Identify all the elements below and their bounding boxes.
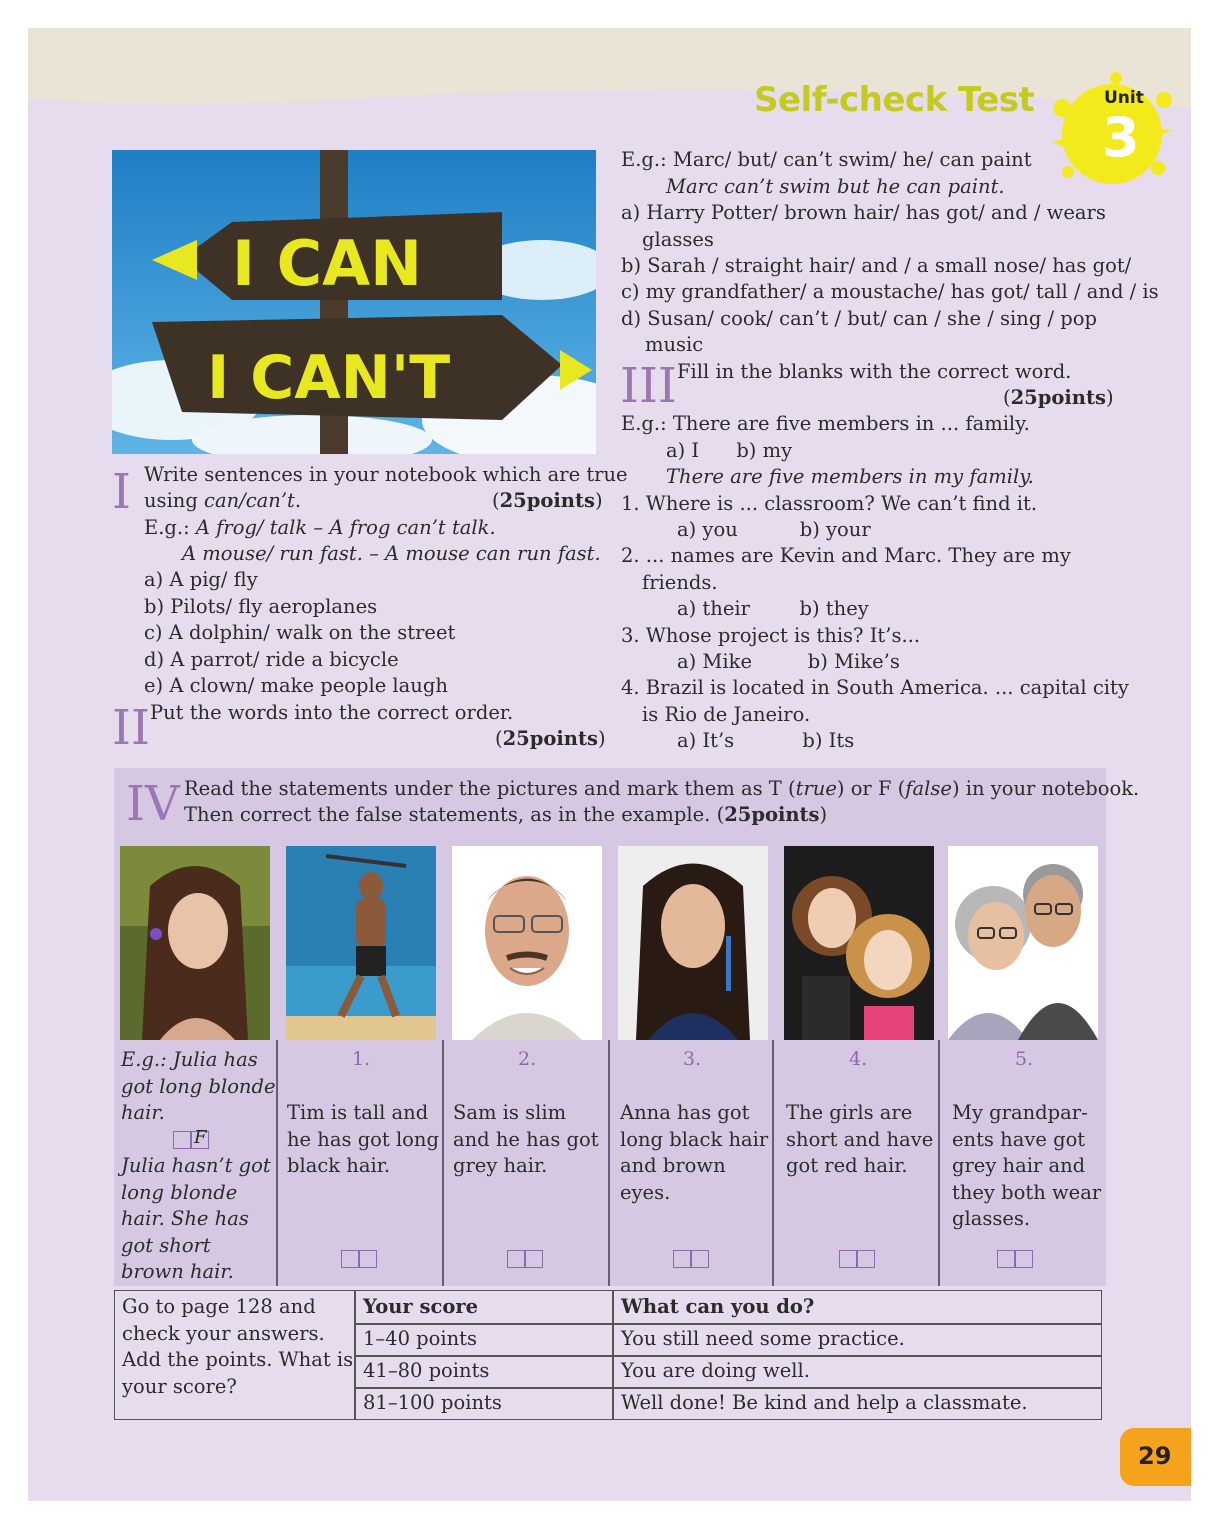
table-divider: [354, 1355, 1101, 1357]
section-1-item: d) A parrot/ ride a bicycle: [144, 648, 399, 671]
example-text: A frog/ talk – A frog can’t talk.: [195, 516, 496, 539]
section-4-numeral: IV: [126, 776, 180, 832]
example-correction: [121, 1153, 271, 1286]
section-3-question-2: 2. ... names are Kevin and Marc. They are my: [621, 544, 1071, 567]
column-divider: [608, 1040, 610, 1286]
score-feedback: You still need some practice.: [621, 1327, 905, 1350]
item-5-statement: [952, 1100, 1101, 1233]
item-3-statement: [620, 1100, 768, 1206]
example-statement: [121, 1047, 276, 1127]
section-3-options-2: a) their b) they: [677, 597, 869, 620]
tf-answer-box[interactable]: [507, 1250, 543, 1268]
instruction-emphasis: can/can’t: [204, 489, 295, 512]
section-3-example: E.g.: There are five members in ... family.: [621, 412, 1030, 435]
statement-line: The girls are: [786, 1101, 913, 1124]
page-title: Self-check Test: [754, 80, 1035, 120]
section-1-numeral: I: [112, 464, 131, 520]
statement-line: glasses.: [952, 1207, 1031, 1230]
points-value: 25points: [499, 489, 595, 512]
statement-line: Tim is tall and: [287, 1101, 429, 1124]
points-paren: (: [495, 727, 503, 750]
tf-answer-box[interactable]: [341, 1250, 377, 1268]
statement-line: and he has got: [453, 1127, 599, 1151]
points-paren: (: [1003, 386, 1011, 409]
item-number: 1.: [352, 1048, 371, 1070]
section-1-item: b) Pilots/ fly aeroplanes: [144, 595, 378, 618]
correction-line: got short: [121, 1233, 211, 1257]
instruction-text: ) or F (: [836, 777, 906, 800]
item-number: 3.: [683, 1048, 702, 1070]
instruction-text: using: [144, 489, 205, 512]
item-4-statement: [786, 1100, 933, 1180]
section-2-item-cont: music: [645, 333, 704, 356]
section-1-instruction-line2: [144, 488, 301, 515]
section-3-options-3: a) Mike b) Mike’s: [677, 650, 900, 673]
unit-number: 3: [1102, 106, 1140, 169]
example-line: got long blonde: [121, 1074, 276, 1098]
section-3-options-1: a) you b) your: [677, 518, 871, 541]
section-4-instruction-line1: [184, 776, 1139, 803]
correction-line: brown hair.: [121, 1260, 234, 1283]
page: [28, 28, 1191, 1501]
table-divider: [354, 1387, 1101, 1389]
example-label: E.g.:: [144, 516, 196, 539]
points-paren: ): [594, 489, 603, 512]
score-table: [114, 1290, 1102, 1420]
points-value: 25points: [1010, 386, 1106, 409]
section-1-example-2: A mouse/ run fast. – A mouse can run fast.: [182, 542, 601, 565]
sign-i-can-text: I CAN: [232, 227, 423, 300]
section-2-item: a) Harry Potter/ brown hair/ has got/ and / wears: [621, 201, 1106, 224]
statement-line: eyes.: [620, 1180, 671, 1204]
grandparents-photo: [948, 846, 1098, 1040]
instruction-text: ) in your notebook.: [951, 777, 1140, 800]
section-3-options-4: a) It’s b) Its: [677, 729, 855, 752]
section-3-instruction: Fill in the blanks with the correct word.: [677, 360, 1072, 383]
statement-line: Anna has got: [620, 1101, 750, 1124]
section-1-item: c) A dolphin/ walk on the street: [144, 621, 456, 644]
section-2-numeral: II: [112, 700, 150, 756]
statement-line: got red hair.: [786, 1154, 908, 1177]
unit-label: Unit: [1104, 88, 1144, 108]
score-feedback: Well done! Be kind and help a classmate.: [621, 1391, 1028, 1414]
points-value: 25points: [502, 727, 598, 750]
statement-line: and brown: [620, 1154, 726, 1177]
points-paren: ): [597, 727, 606, 750]
column-divider: [772, 1040, 774, 1286]
section-3-question-4-cont: is Rio de Janeiro.: [642, 703, 811, 726]
instruction-text: Read the statements under the pictures and mark them as T (: [184, 777, 796, 800]
section-2-item: b) Sarah / straight hair/ and / a small nose/ has got/: [621, 254, 1132, 277]
section-2-instruction: Put the words into the correct order.: [150, 701, 514, 724]
column-divider: [276, 1040, 278, 1286]
julia-photo: [120, 846, 270, 1040]
statement-line: ents have got: [952, 1127, 1086, 1151]
points-paren: ): [1105, 386, 1114, 409]
points-paren: (: [492, 489, 500, 512]
section-2-example: E.g.: Marc/ but/ can’t swim/ he/ can paint: [621, 148, 1032, 171]
instruction-emphasis: true: [795, 777, 837, 800]
tf-answer-box[interactable]: [673, 1250, 709, 1268]
intro-line: your score?: [122, 1374, 237, 1398]
section-3-question-4: 4. Brazil is located in South America. ... capital city: [621, 676, 1129, 699]
statement-line: he has got long: [287, 1127, 439, 1151]
correction-line: Julia hasn’t got: [121, 1154, 271, 1177]
section-4-instruction-line2: [184, 802, 827, 829]
section-1-instruction-line1: Write sentences in your notebook which are true: [144, 463, 628, 486]
correction-line: long blonde: [121, 1180, 238, 1204]
statement-line: short and have: [786, 1127, 934, 1151]
intro-line: Go to page 128 and: [122, 1295, 316, 1318]
points-value: 25points: [724, 803, 820, 826]
unit-badge: [1046, 68, 1176, 208]
anna-photo: [618, 846, 768, 1040]
section-1-points: [492, 488, 603, 515]
score-range: 1–40 points: [363, 1327, 478, 1350]
tim-kitesurf-photo: [286, 846, 436, 1040]
statement-line: black hair.: [287, 1154, 391, 1177]
item-number: 2.: [518, 1048, 537, 1070]
section-2-example-answer: Marc can’t swim but he can paint.: [666, 175, 1005, 198]
section-3-points: [1003, 385, 1114, 412]
i-can-signpost-image: [112, 150, 596, 454]
sam-photo: [452, 846, 602, 1040]
section-2-item: d) Susan/ cook/ can’t / but/ can / she / sing / pop: [621, 307, 1098, 330]
score-feedback: You are doing well.: [621, 1359, 810, 1382]
statement-line: grey hair and: [952, 1154, 1086, 1177]
section-3-example-answer: There are five members in my family.: [666, 465, 1034, 488]
tf-answer-box[interactable]: [839, 1250, 875, 1268]
item-2-statement: [453, 1100, 599, 1180]
column-divider: [938, 1040, 940, 1286]
statement-line: grey hair.: [453, 1154, 548, 1177]
score-intro: [122, 1294, 353, 1400]
intro-line: Add the points. What is: [122, 1348, 354, 1371]
score-range: 81–100 points: [363, 1391, 502, 1414]
header-what-can-you-do: What can you do?: [621, 1295, 815, 1318]
section-1-item: a) A pig/ fly: [144, 568, 258, 591]
section-3-question-3: 3. Whose project is this? It’s...: [621, 624, 921, 647]
statement-line: My grandpar-: [952, 1101, 1088, 1124]
instruction-text: .: [294, 489, 302, 512]
example-tf-box: [173, 1127, 209, 1149]
section-3-numeral: III: [620, 358, 677, 414]
tf-answer-box[interactable]: [997, 1250, 1033, 1268]
section-3-question-1: 1. Where is ... classroom? We can’t find it.: [621, 492, 1038, 515]
item-number: 5.: [1015, 1048, 1034, 1070]
item-1-statement: [287, 1100, 439, 1180]
page-number-tab: [1120, 1428, 1191, 1486]
section-1-item: e) A clown/ make people laugh: [144, 674, 448, 697]
section-1-example: [144, 515, 496, 542]
table-divider: [354, 1323, 1101, 1325]
score-range: 41–80 points: [363, 1359, 490, 1382]
item-number: 4.: [849, 1048, 868, 1070]
header-your-score: Your score: [363, 1295, 479, 1318]
example-line: hair.: [121, 1101, 165, 1124]
girls-photo: [784, 846, 934, 1040]
section-3-example-options: a) I b) my: [666, 439, 793, 462]
instruction-emphasis: false: [905, 777, 952, 800]
column-divider: [442, 1040, 444, 1286]
statement-line: they both wear: [952, 1180, 1102, 1204]
example-line: E.g.: Julia has: [121, 1048, 258, 1071]
page-number: 29: [1138, 1442, 1172, 1470]
section-3-question-2-cont: friends.: [642, 571, 718, 594]
section-2-item-cont: glasses: [642, 228, 714, 251]
statement-line: Sam is slim: [453, 1101, 567, 1124]
instruction-text: Then correct the false statements, as in the example. (: [184, 803, 725, 826]
correction-line: hair. She has: [121, 1207, 249, 1230]
example-answer-mark: F: [194, 1127, 207, 1148]
intro-line: check your answers.: [122, 1321, 325, 1345]
instruction-text: ): [819, 803, 828, 826]
section-2-points: [495, 726, 606, 753]
statement-line: long black hair: [620, 1127, 769, 1151]
section-2-item: c) my grandfather/ a moustache/ has got/ tall / and / is: [621, 280, 1159, 303]
sign-i-cant-text: I CAN'T: [207, 343, 451, 413]
